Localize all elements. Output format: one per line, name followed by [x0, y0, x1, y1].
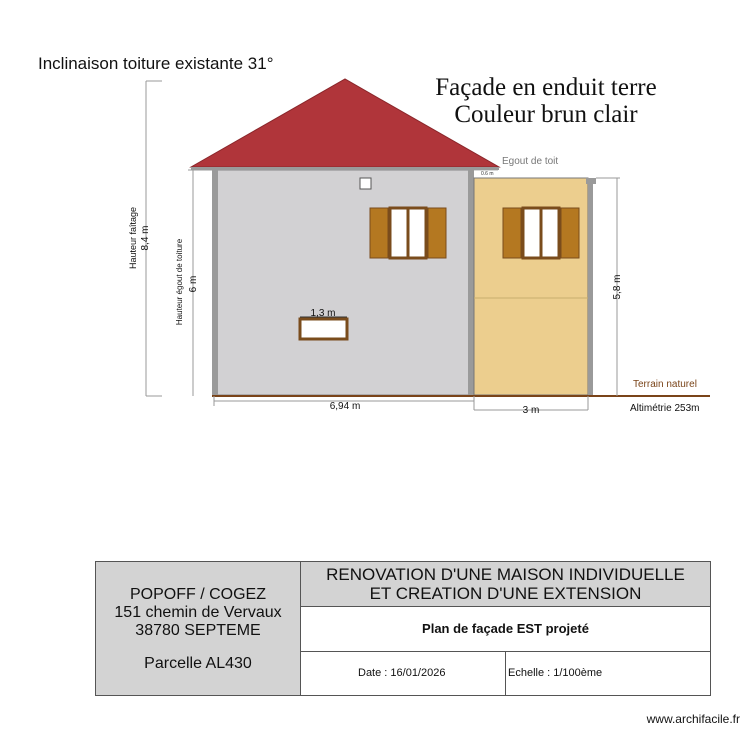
project-title-line-2: ET CREATION D'UNE EXTENSION [369, 584, 642, 603]
house-corner-right [468, 170, 474, 395]
overhang-label: 0.6 m [481, 171, 494, 177]
eave-height-value: 6 m [188, 275, 199, 293]
plan-title: Plan de façade EST projeté [301, 607, 710, 652]
house-corner-left [212, 170, 218, 395]
house-wall [214, 170, 471, 395]
plan-scale: Echelle : 1/100ème [508, 667, 603, 679]
shutter-left [370, 208, 388, 258]
credit-link[interactable]: www.archifacile.fr [646, 712, 740, 726]
extension-width-label: 3 m [522, 405, 540, 416]
client-info [96, 562, 301, 695]
altitude-label: Altimétrie 253m [630, 403, 700, 414]
title-block [95, 561, 711, 696]
shutter-right [428, 208, 446, 258]
vent-square [360, 178, 371, 189]
extension-window [503, 208, 579, 258]
address-line-2: 38780 SEPTEME [135, 622, 261, 639]
client-address [96, 586, 300, 640]
eave-height-caption: Hauteur égout de toiture [175, 238, 184, 326]
shutter-right [561, 208, 579, 258]
eave-label: Egout de toit [502, 156, 559, 167]
extension-gutter [586, 178, 596, 184]
ridge-height-value: 8,4 m [140, 225, 151, 251]
address-line-1: 151 chemin de Vervaux [114, 604, 282, 621]
small-window-width-label: 1,3 m [310, 308, 336, 319]
plan-date: Date : 16/01/2026 [301, 652, 506, 695]
project-title-line-1: RENOVATION D'UNE MAISON INDIVIDUELLE [326, 565, 685, 584]
small-window [300, 319, 347, 339]
extension-downpipe [588, 178, 593, 395]
facade-material-line: Façade en enduit terre [435, 74, 657, 101]
facade-color-line: Couleur brun clair [454, 101, 638, 128]
ridge-height-caption: Hauteur faîtage [128, 206, 138, 270]
project-title [301, 562, 710, 607]
house-window [370, 208, 446, 258]
owner-name: POPOFF / COGEZ [129, 586, 266, 603]
roof-pitch-label: Inclinaison toiture existante 31° [38, 54, 274, 73]
shutter-left [503, 208, 521, 258]
ground-label: Terrain naturel [633, 379, 697, 390]
extension-height-value: 5,8 m [612, 274, 623, 300]
roof-gutter [191, 167, 499, 170]
roof [191, 79, 499, 167]
parcel-number: Parcelle AL430 [144, 655, 252, 672]
house-width-label: 6,94 m [329, 401, 361, 412]
